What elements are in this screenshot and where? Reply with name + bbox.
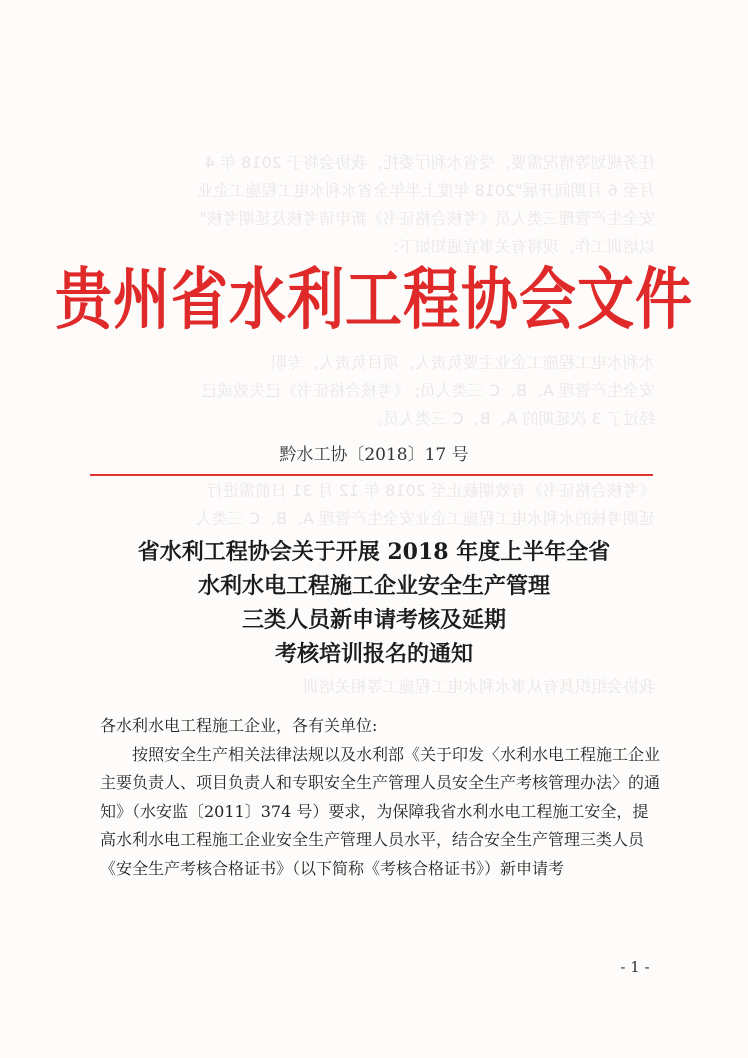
bleed-through-text: 延期考核的水利水电工程施工企业安全生产管理 A、B、C 三类人 xyxy=(195,509,655,528)
notice-title-line: 水利水电工程施工企业安全生产管理 xyxy=(197,573,550,599)
bleed-through-text: 月至 6 月期间开展"2018 年度上半年全省水利水电工程施工企业 xyxy=(197,181,655,200)
bleed-through-text: 经过了 3 次延期的 A、B、C 三类人员。 xyxy=(367,409,655,428)
red-divider-line xyxy=(90,474,653,476)
bleed-through-text: 安全生产管理 A、B、C 三类人员; 《考核合格证书》已失效或已 xyxy=(201,381,655,400)
bleed-through-text: 水利水电工程施工企业主要负责人、项目负责人、专职 xyxy=(270,353,655,372)
body-paragraph: 按照安全生产相关法律法规以及水利部《关于印发〈水利水电工程施工企业主要负责人、项目负责人和专职安全生产管理人员安全生产考核管理办法〉的通知》（水安监〔2011〕374 号）要求，为保障我省水利水电工程施工安全，提高水利水电工程施工企业安全生产管理人员水平，结合安全生产管理三类人员《安全生产考核合格证书》（以下简称《考核合格证书》）新申请考 xyxy=(100,744,661,878)
notice-title-line: 考核培训报名的通知 xyxy=(274,641,473,667)
bleed-through-text: 以培训工作，现将有关事宜通知如下: xyxy=(393,237,655,256)
bleed-through-text: 我协会组织具有从事水利水电工程施工等相关培训 xyxy=(302,677,655,696)
salutation: 各水利水电工程施工企业，各有关单位: xyxy=(100,716,378,735)
notice-title-line: 三类人员新申请考核及延期 xyxy=(241,607,506,633)
notice-title-line: 省水利工程协会关于开展 2018 年度上半年全省 xyxy=(137,539,611,565)
page-number: - 1 - xyxy=(620,958,650,976)
bleed-through-text: 《考核合格证书》有效期截止至 2018 年 12 月 31 日前需进行 xyxy=(207,481,655,500)
notice-title xyxy=(80,535,668,671)
document-number: 黔水工协〔2018〕17 号 xyxy=(279,445,469,465)
issuing-org-title: 贵州省水利工程协会文件 xyxy=(55,259,693,339)
bleed-through-text: 任务规划等情况需要，受省水利厅委托，我协会将于 2018 年 4 xyxy=(204,153,655,172)
bleed-through-text: 安全生产管理三类人员《考核合格证书》新申请考核及延期考核" xyxy=(199,209,655,228)
notice-body xyxy=(100,712,660,883)
